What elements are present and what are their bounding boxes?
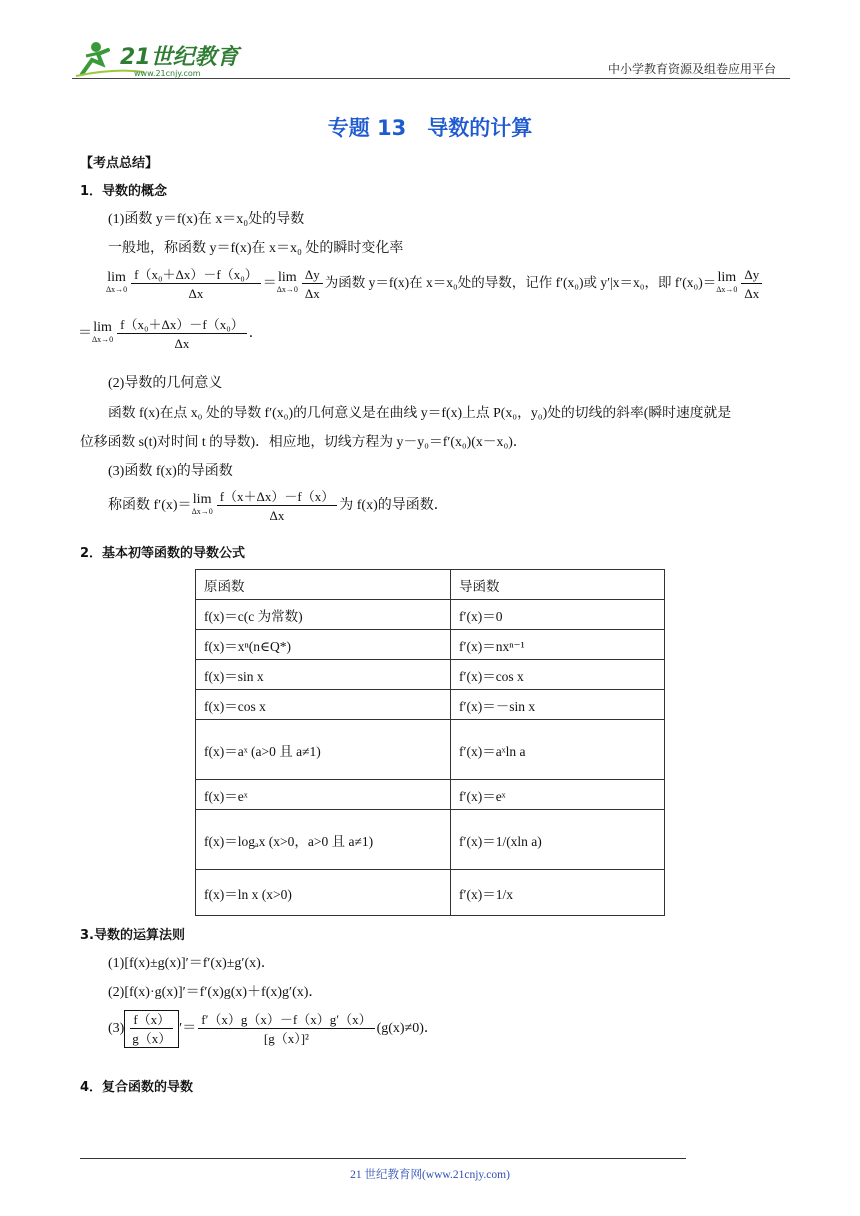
dy-over-dx: $\frac{\Delta y}{\Delta x}$: [741, 266, 762, 302]
footer-link[interactable]: 21 世纪教育网(www.21cnjy.com): [350, 1169, 510, 1181]
table-cell: f(x)＝xⁿ(n∈Q*): [196, 630, 451, 660]
table-cell: f(x)＝eˣ: [196, 780, 451, 810]
table-row: [196, 630, 665, 660]
table-row: [196, 600, 665, 630]
section-4-heading: 4．复合函数的导数: [80, 1080, 194, 1095]
section-1-2-text-2: 位移函数 s(t)对时间 t 的导数)．相应地，切线方程为 y－y₀＝f′(x₀)(x－x₀)．: [80, 434, 527, 449]
table-row: [196, 780, 665, 810]
footer-divider: [80, 1158, 686, 1159]
table-cell: f′(x)＝aˣln a: [451, 720, 665, 780]
table-cell: f(x)＝logₐx (x>0，a>0 且 a≠1): [196, 810, 451, 870]
derivative-definition: lim Δx→0 $\frac{\text{f（x₀＋Δx）－f（x₀）}}{\Delta x}$ ＝ lim Δx→0 $\frac{\Delta y}{\Delta x}$ 为函数 y＝f(x)在 x＝x₀处的导数，记作 f′(x₀)或 y′|x＝x₀，即 f′(x₀)＝ lim Δx→0 $\frac{\Delta y}{\Delta x}$: [106, 266, 764, 302]
table-header-row: [196, 570, 665, 600]
table-row: [196, 660, 665, 690]
limit-symbol: lim Δx→0: [716, 270, 738, 294]
table-cell: f′(x)＝cos x: [451, 660, 665, 690]
logo-url: www.21cnjy.com: [134, 69, 201, 78]
table-row: [196, 690, 665, 720]
table-header: 原函数: [196, 570, 451, 600]
derivative-function-def: 称函数 f′(x)＝ lim Δx→0 $\frac{f(x+\Delta x)-f(x)}{\Delta x}$ 为 f(x)的导函数．: [108, 489, 448, 523]
header-divider: [72, 78, 790, 79]
limit-symbol: lim Δx→0: [106, 270, 128, 294]
table-cell: f′(x)＝nxⁿ⁻¹: [451, 630, 665, 660]
dy-over-dx: $\frac{\Delta y}{\Delta x}$: [302, 266, 323, 302]
limit-symbol: lim Δx→0: [276, 270, 298, 294]
quotient-bracket: $\frac{f(x)}{g(x)}$: [124, 1010, 179, 1048]
section-1-1: (1)函数 y＝f(x)在 x＝x₀处的导数: [108, 212, 305, 227]
table-cell: f(x)＝sin x: [196, 660, 451, 690]
section-3-heading: 3.导数的运算法则: [80, 928, 185, 943]
derivative-definition-cont: ＝ lim Δx→0 $\frac{\text{f（x₀＋Δx）－f（x₀）}}{\Delta x}$ ．: [78, 317, 263, 351]
table-cell: f′(x)＝1/(xln a): [451, 810, 665, 870]
site-logo: [74, 38, 244, 80]
logo-text: 21世纪教育: [120, 45, 239, 70]
table-row: [196, 720, 665, 780]
table-header: 导函数: [451, 570, 665, 600]
rule-quotient: (3) $\frac{f(x)}{g(x)}$ ′＝ $\frac{f'(x)g(x)-f(x)g'(x)}{\text{[g（x）]²}}$ (g(x)≠0)．: [108, 1012, 438, 1046]
table-cell: f′(x)＝－sin x: [451, 690, 665, 720]
section-2-heading: 2．基本初等函数的导数公式: [80, 546, 246, 561]
table-cell: f′(x)＝1/x: [451, 870, 665, 916]
site-tagline: 中小学教育资源及组卷应用平台: [607, 62, 776, 76]
section-1-2: (2)导数的几何意义: [108, 376, 223, 391]
section-1-1-text: 一般地，称函数 y＝f(x)在 x＝x₀ 处的瞬时变化率: [108, 241, 404, 256]
table-cell: f(x)＝cos x: [196, 690, 451, 720]
difference-quotient: $\frac{\text{f（x₀＋Δx）－f（x₀）}}{\Delta x}$: [131, 266, 261, 302]
table-cell: f(x)＝aˣ (a>0 且 a≠1): [196, 720, 451, 780]
table-cell: f′(x)＝eˣ: [451, 780, 665, 810]
table-cell: f(x)＝ln x (x>0): [196, 870, 451, 916]
derivative-formula-table: [195, 569, 665, 916]
rule-product: (2)[f(x)·g(x)]′＝f′(x)g(x)＋f(x)g′(x)．: [108, 985, 323, 1000]
table-row: [196, 810, 665, 870]
section-1-3: (3)函数 f(x)的导函数: [108, 464, 233, 479]
section-1-2-text-1: 函数 f(x)在点 x₀ 处的导数 f′(x₀)的几何意义是在曲线 y＝f(x)上点 P(x₀，y₀)处的切线的斜率(瞬时速度就是: [108, 405, 732, 420]
table-cell: f′(x)＝0: [451, 600, 665, 630]
rule-sum: (1)[f(x)±g(x)]′＝f′(x)±g′(x)．: [108, 956, 275, 971]
section-1-heading: 1．导数的概念: [80, 184, 168, 199]
table-row: [196, 870, 665, 916]
table-cell: f(x)＝c(c 为常数): [196, 600, 451, 630]
page-title: 专题 13 导数的计算: [327, 116, 533, 140]
summary-heading: 【考点总结】: [80, 156, 159, 171]
